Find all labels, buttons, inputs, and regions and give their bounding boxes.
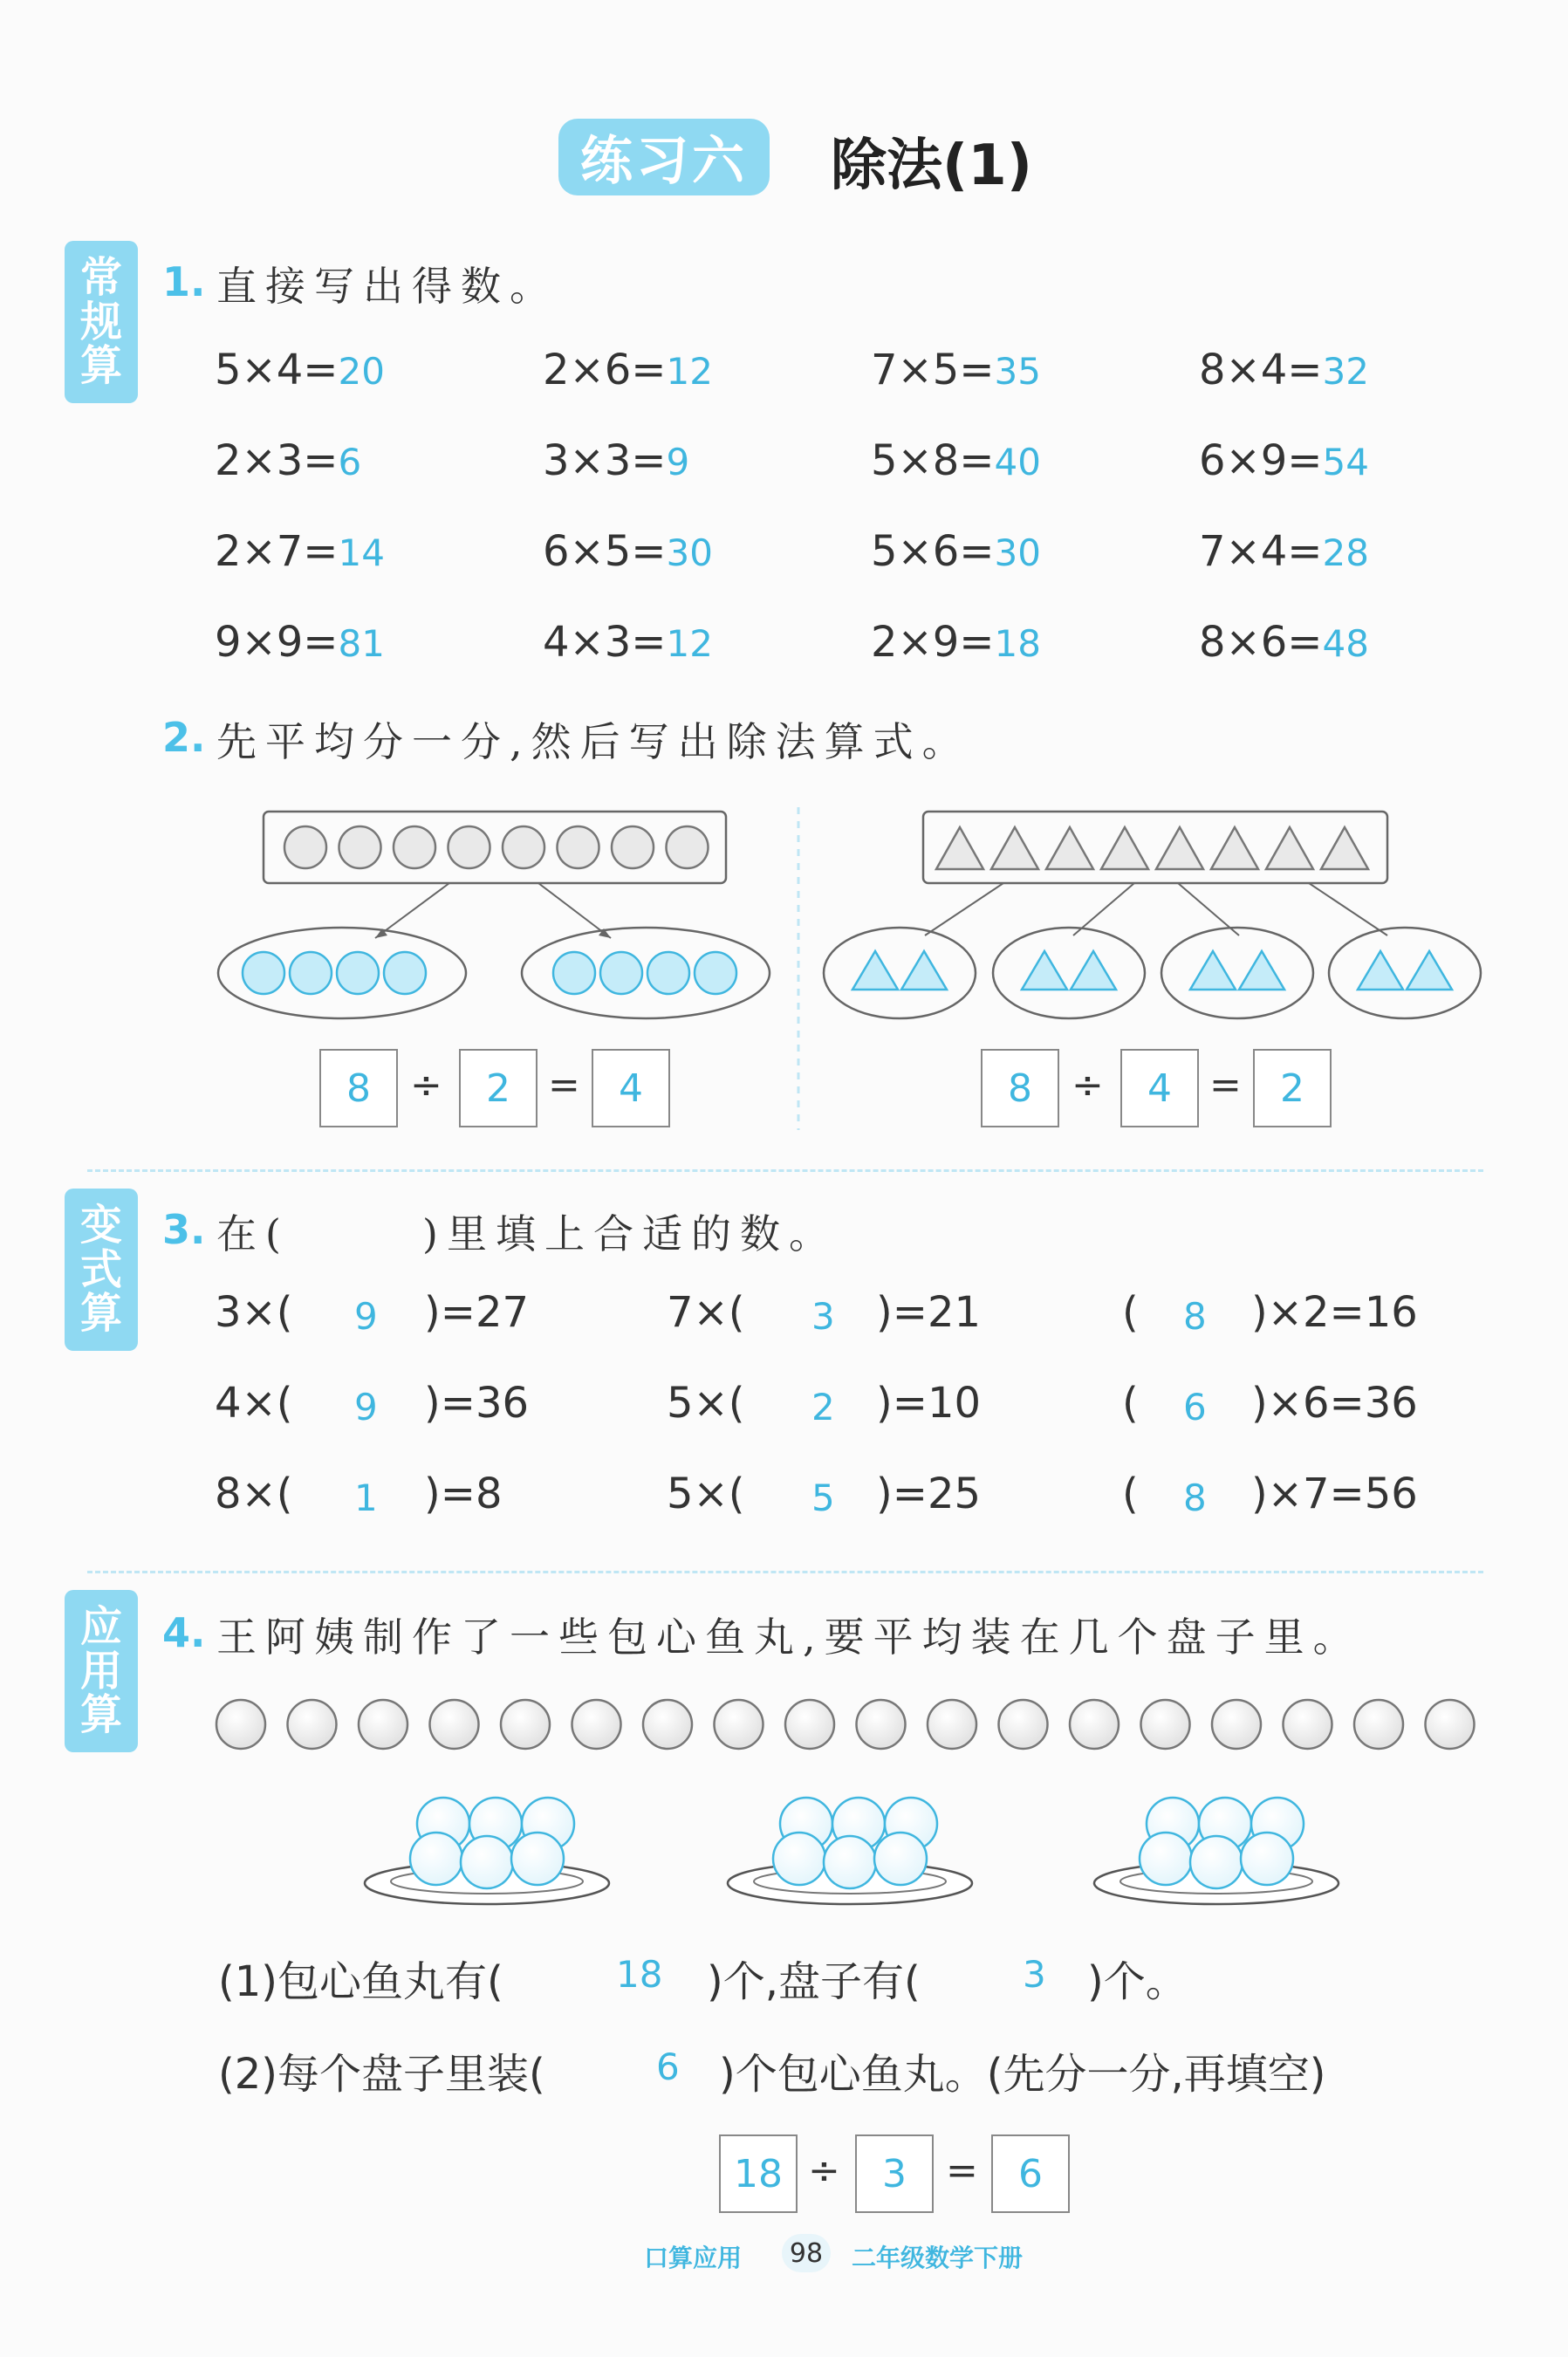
triangle-groups (852, 951, 1452, 990)
q3-answer[interactable]: 5 (811, 1477, 835, 1519)
triangle-shape (1101, 827, 1148, 869)
question-3-text-end: )里填上合适的数。 (422, 1210, 838, 1257)
answer[interactable]: 35 (994, 350, 1041, 393)
q3-expression-end: )=8 (424, 1470, 503, 1518)
q1-item (215, 527, 385, 576)
q1-item (871, 346, 1041, 394)
fishball (643, 1700, 692, 1749)
expression: 2×6= (543, 346, 667, 394)
expression: 6×5= (543, 527, 667, 576)
q3-expression-start: 8×( (215, 1470, 293, 1518)
circle-shape (612, 826, 654, 868)
answer[interactable]: 12 (666, 350, 713, 393)
expression: 5×8= (871, 436, 995, 485)
answer[interactable]: 54 (1322, 441, 1369, 483)
circle-shape (667, 826, 709, 868)
triangle-shape (1211, 827, 1258, 869)
question-2-number: 2. (162, 714, 206, 761)
triangle-shape (936, 827, 983, 869)
divide-sign: ÷ (410, 1063, 442, 1107)
triangle-shape (1407, 951, 1452, 990)
fishball (1212, 1700, 1261, 1749)
plates (365, 1798, 1339, 1904)
q3-answer[interactable]: 2 (811, 1386, 835, 1429)
q4-part2b: )个包心鱼丸。(先分一分,再填空) (719, 2050, 1326, 2099)
q3-expression-start: 4×( (215, 1379, 293, 1428)
q3-expression-end: )×6=36 (1251, 1379, 1418, 1428)
triangles-row (936, 827, 1368, 869)
circle-shape (503, 826, 544, 868)
answer[interactable]: 14 (338, 531, 385, 574)
q3-answer[interactable]: 1 (354, 1477, 378, 1519)
expression: 5×4= (215, 346, 339, 394)
fishball (1284, 1700, 1332, 1749)
q3-expression-end: )=36 (424, 1379, 530, 1428)
fishball-on-plate (1140, 1833, 1192, 1885)
circle-shape (695, 952, 736, 994)
footer-grade: 二年级数学下册 (852, 2244, 1024, 2272)
equals-sign: = (946, 2148, 978, 2193)
triangle-shape (1022, 951, 1067, 990)
q1-item (871, 618, 1041, 667)
question-1-number: 1. (162, 258, 206, 305)
equation-box[interactable]: 8 (319, 1049, 398, 1127)
fishball-on-plate (874, 1833, 927, 1885)
q3-answer[interactable]: 8 (1183, 1477, 1207, 1519)
group-oval (1161, 928, 1313, 1018)
answer[interactable]: 9 (666, 441, 690, 483)
q3-expression-end: )×2=16 (1251, 1288, 1418, 1337)
section-divider (87, 1571, 1483, 1573)
equation-box[interactable]: 6 (991, 2134, 1070, 2213)
equation-box[interactable]: 4 (1120, 1049, 1199, 1127)
equation-box[interactable]: 8 (981, 1049, 1059, 1127)
circle-shape (647, 952, 689, 994)
fishball (857, 1700, 906, 1749)
q3-expression-end: )=10 (876, 1379, 982, 1428)
q3-expression-end: )=25 (876, 1470, 982, 1518)
circle-shape (558, 826, 599, 868)
expression: 2×9= (871, 618, 995, 667)
circles-box (264, 812, 726, 883)
expression: 2×7= (215, 527, 339, 576)
q1-item (543, 527, 713, 576)
question-4-number: 4. (162, 1609, 206, 1656)
q1-item (1199, 346, 1369, 394)
fishball-on-plate (824, 1836, 876, 1888)
circle-shape (600, 952, 642, 994)
question-3-number: 3. (162, 1206, 206, 1253)
triangle-shape (852, 951, 898, 990)
q3-expression-start: 7×( (667, 1288, 745, 1337)
q1-item (871, 527, 1041, 576)
q3-expression-start: 5×( (667, 1470, 745, 1518)
fishball (572, 1700, 621, 1749)
fishball (928, 1700, 976, 1749)
q3-expression-start: ( (1122, 1379, 1139, 1428)
circle-shape (384, 952, 426, 994)
circle-shape (339, 826, 381, 868)
answer[interactable]: 40 (994, 441, 1041, 483)
page-title: 除法(1) (831, 134, 1033, 198)
triangle-shape (1239, 951, 1284, 990)
q1-item (1199, 436, 1369, 485)
fishball (1354, 1700, 1403, 1749)
divide-sign: ÷ (808, 2148, 840, 2193)
question-1-text: 直接写出得数。 (216, 263, 558, 310)
circle-shape (243, 952, 284, 994)
fishball (999, 1700, 1048, 1749)
fishball-on-plate (410, 1833, 462, 1885)
triangle-shape (1321, 827, 1368, 869)
answer[interactable]: 28 (1322, 531, 1369, 574)
expression: 2×3= (215, 436, 339, 485)
fishball (430, 1700, 479, 1749)
fishball (715, 1700, 763, 1749)
q1-item (215, 346, 385, 394)
footer-book-name: 口算应用 (644, 2244, 743, 2272)
fishball (216, 1700, 265, 1749)
circles-group (243, 952, 426, 994)
q3-answer[interactable]: 9 (354, 1386, 378, 1429)
expression: 5×6= (871, 527, 995, 576)
side-tab-application: 应 用 算 (65, 1590, 138, 1752)
fishball (501, 1700, 550, 1749)
equation-box[interactable]: 2 (1253, 1049, 1332, 1127)
expression: 4×3= (543, 618, 667, 667)
fishball (1426, 1700, 1475, 1749)
triangles-box (923, 812, 1387, 883)
equation-box[interactable]: 18 (719, 2134, 798, 2213)
fishball-on-plate (461, 1836, 513, 1888)
answer[interactable]: 81 (338, 622, 385, 665)
q4-part1: (1)包心鱼丸有( (218, 1957, 503, 2006)
equation-box[interactable]: 3 (855, 2134, 934, 2213)
q4-illustration (0, 1684, 1568, 1911)
group-oval (993, 928, 1145, 1018)
answer[interactable]: 32 (1322, 350, 1369, 393)
q1-item (215, 618, 385, 667)
q1-item (1199, 527, 1369, 576)
answer[interactable]: 12 (666, 622, 713, 665)
answer[interactable]: 30 (666, 531, 713, 574)
q3-expression-end: )=21 (876, 1288, 982, 1337)
q4-part1c: )个。 (1087, 1957, 1188, 2006)
q3-answer[interactable]: 3 (811, 1295, 835, 1338)
q1-item (1199, 618, 1369, 667)
triangle-shape (1156, 827, 1203, 869)
expression: 3×3= (543, 436, 667, 485)
group-oval (824, 928, 976, 1018)
triangle-shape (1266, 827, 1313, 869)
circle-shape (284, 826, 326, 868)
expression: 7×5= (871, 346, 995, 394)
q1-item (871, 436, 1041, 485)
q1-item (215, 436, 361, 485)
fishball-on-plate (511, 1833, 564, 1885)
circles-group (553, 952, 736, 994)
arrow-line (925, 883, 1003, 935)
q3-answer[interactable]: 6 (1183, 1386, 1207, 1429)
triangle-shape (1046, 827, 1093, 869)
answer[interactable]: 6 (338, 441, 362, 483)
question-4-text: 王阿姨制作了一些包心鱼丸,要平均装在几个盘子里。 (216, 1614, 1362, 1661)
question-2-text: 先平均分一分,然后写出除法算式。 (216, 718, 971, 765)
q3-expression-start: 3×( (215, 1288, 293, 1337)
q3-expression-start: ( (1122, 1470, 1139, 1518)
fishball (288, 1700, 337, 1749)
arrow-line (1309, 883, 1387, 935)
side-tab-routine: 常 规 算 (65, 241, 138, 403)
page-number: 98 (782, 2234, 831, 2272)
q3-expression-end: )=27 (424, 1288, 530, 1337)
circle-shape (337, 952, 379, 994)
triangle-shape (1071, 951, 1116, 990)
q3-expression-end: )×7=56 (1251, 1470, 1418, 1518)
circle-shape (290, 952, 332, 994)
circle-shape (448, 826, 490, 868)
expression: 8×4= (1199, 346, 1323, 394)
q3-expression-start: 5×( (667, 1379, 745, 1428)
answer-plate-count[interactable]: 3 (1023, 1953, 1046, 1996)
circles-row (284, 826, 709, 868)
group-oval (1329, 928, 1481, 1018)
triangle-shape (901, 951, 947, 990)
answer[interactable]: 30 (994, 531, 1041, 574)
fishball (359, 1700, 407, 1749)
side-tab-variant: 变 式 算 (65, 1189, 138, 1351)
fishball-on-plate (1190, 1836, 1243, 1888)
exercise-badge: 练习六 (558, 119, 770, 195)
fishball-on-plate (1241, 1833, 1293, 1885)
fishball (785, 1700, 834, 1749)
section-divider (87, 1169, 1483, 1172)
fishball-on-plate (773, 1833, 825, 1885)
q3-answer[interactable]: 9 (354, 1295, 378, 1338)
equation-box[interactable]: 2 (459, 1049, 538, 1127)
circle-shape (553, 952, 595, 994)
q3-expression-start: ( (1122, 1288, 1139, 1337)
answer-per-plate[interactable]: 6 (656, 2045, 680, 2088)
expression: 8×6= (1199, 618, 1323, 667)
triangle-shape (991, 827, 1038, 869)
equals-sign: = (1209, 1063, 1242, 1107)
q1-item (543, 436, 689, 485)
equals-sign: = (548, 1063, 580, 1107)
answer[interactable]: 20 (338, 350, 385, 393)
divide-sign: ÷ (1072, 1063, 1104, 1107)
q4-part2: (2)每个盘子里装( (218, 2050, 545, 2099)
answer[interactable]: 48 (1322, 622, 1369, 665)
equation-box[interactable]: 4 (592, 1049, 670, 1127)
triangle-shape (1190, 951, 1236, 990)
triangle-shape (1358, 951, 1403, 990)
q1-item (543, 618, 713, 667)
expression: 7×4= (1199, 527, 1323, 576)
question-3-text-start: 在( (216, 1210, 290, 1257)
fishball-row (216, 1700, 1475, 1749)
q3-answer[interactable]: 8 (1183, 1295, 1207, 1338)
answer-fishball-count[interactable]: 18 (616, 1953, 663, 1996)
q1-item (543, 346, 713, 394)
q4-part1b: )个,盘子有( (707, 1957, 921, 2006)
expression: 6×9= (1199, 436, 1323, 485)
answer[interactable]: 18 (994, 622, 1041, 665)
fishball (1070, 1700, 1119, 1749)
fishball (1141, 1700, 1190, 1749)
circle-shape (394, 826, 435, 868)
expression: 9×9= (215, 618, 339, 667)
q2-diagrams (0, 785, 1568, 1152)
